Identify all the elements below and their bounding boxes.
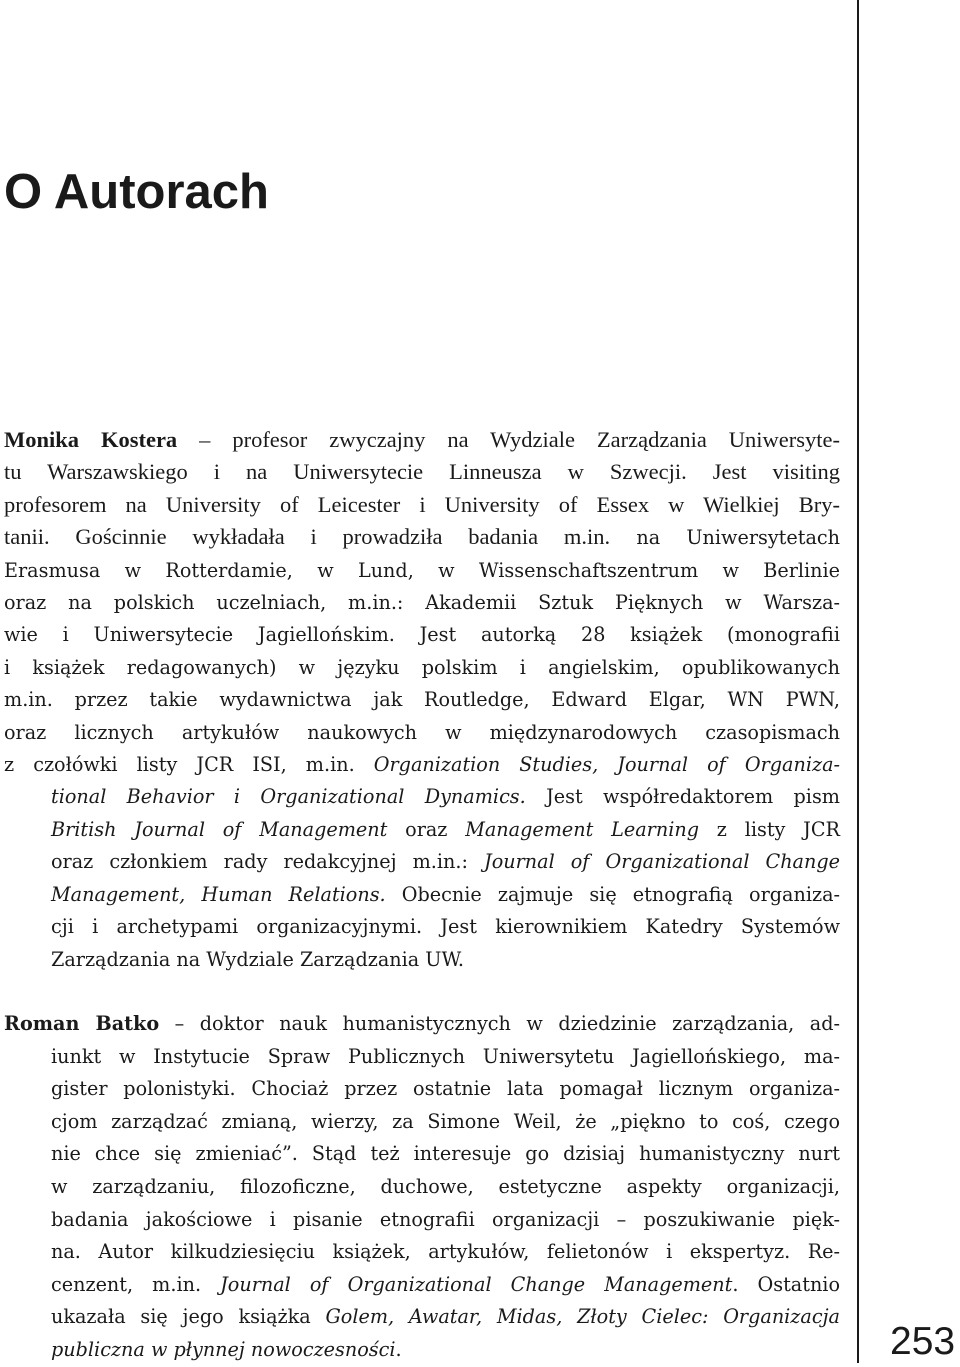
bio-line: ukazała się jego książka Golem, Awatar, Midas, Złoty Cielec: Organizacja	[51, 1305, 840, 1329]
bio-line: oraz członkiem rady redakcyjnej m.in.: Journal of Organizational Change	[51, 850, 840, 874]
bio-line: nie chce się zmieniać”. Stąd też interesuje go dzisiaj humanistyczny nurt	[51, 1142, 840, 1166]
bio-line: z czołówki listy JCR ISI, m.in. Organization Studies, Journal of Organiza-	[4, 753, 840, 777]
bio-line: cjom zarządzać zmianą, wierzy, za Simone Weil, że „piękno to coś, czego	[51, 1109, 840, 1133]
bio-line: wie i Uniwersytecie Jagiellońskim. Jest autorką 28 książek (monografii	[4, 623, 840, 647]
bio-line: tanii. Gościnnie wykładała i prowadziła badania m.in. na Uniwersytetach	[4, 524, 840, 550]
bio-line: Management, Human Relations. Obecnie zajmuje się etnografią organiza-	[51, 882, 840, 906]
bio-line: Roman Batko – doktor nauk humanistycznych w dziedzinie zarządzania, ad-	[4, 1012, 840, 1035]
bio-line: Erasmusa w Rotterdamie, w Lund, w Wissenschaftszentrum w Berlinie	[4, 558, 840, 582]
bio-line: cenzent, m.in. Journal of Organizational Change Management. Ostatnio	[51, 1272, 840, 1296]
page-number: 253	[890, 1320, 956, 1363]
bio-line: tu Warszawskiego i na Uniwersytecie Linneusza w Szwecji. Jest visiting	[4, 459, 840, 485]
margin-rule	[857, 0, 859, 1363]
author-name: Monika Kostera	[4, 427, 178, 452]
page-title: O Autorach	[4, 165, 269, 219]
author-bio-roman-batko	[4, 1008, 840, 1367]
bio-line: cji i archetypami organizacyjnymi. Jest kierownikiem Katedry Systemów	[51, 915, 840, 939]
bio-line: Monika Kostera – profesor zwyczajny na Wydziale Zarządzania Uniwersyte-	[4, 427, 840, 452]
bio-line: tional Behavior i Organizational Dynamics. Jest współredaktorem pism	[51, 785, 840, 809]
bio-line: iunkt w Instytucie Spraw Publicznych Uniwersytetu Jagiellońskiego, ma-	[51, 1044, 840, 1068]
bio-line: oraz licznych artykułów naukowych w międzynarodowych czasopismach	[4, 720, 840, 744]
bio-line: w zarządzaniu, filozoficzne, duchowe, estetyczne aspekty organizacji,	[51, 1174, 840, 1198]
bio-line: i książek redagowanych) w języku polskim i angielskim, opublikowanych	[4, 655, 840, 679]
bio-line: oraz na polskich uczelniach, m.in.: Akademii Sztuk Pięknych w Warsza-	[4, 591, 840, 615]
bio-line: gister polonistyki. Chociaż przez ostatnie lata pomagał licznym organiza-	[51, 1077, 840, 1101]
author-bio-monika-kostera	[4, 424, 840, 976]
bio-line: na. Autor kilkudziesięciu książek, artykułów, felietonów i ekspertyz. Re-	[51, 1240, 840, 1264]
bio-line: badania jakościowe i pisanie etnografii organizacji – poszukiwanie pięk-	[51, 1207, 840, 1231]
bio-line: British Journal of Management oraz Management Learning z listy JCR	[51, 817, 840, 841]
author-name: Roman Batko	[4, 1012, 160, 1035]
bio-line: Zarządzania na Wydziale Zarządzania UW.	[51, 947, 464, 971]
bio-line: m.in. przez takie wydawnictwa jak Routledge, Edward Elgar, WN PWN,	[4, 688, 840, 712]
bio-line: publiczna w płynnej nowoczesności.	[51, 1337, 402, 1361]
bio-line: profesorem na University of Leicester i University of Essex w Wielkiej Bry-	[4, 491, 840, 517]
